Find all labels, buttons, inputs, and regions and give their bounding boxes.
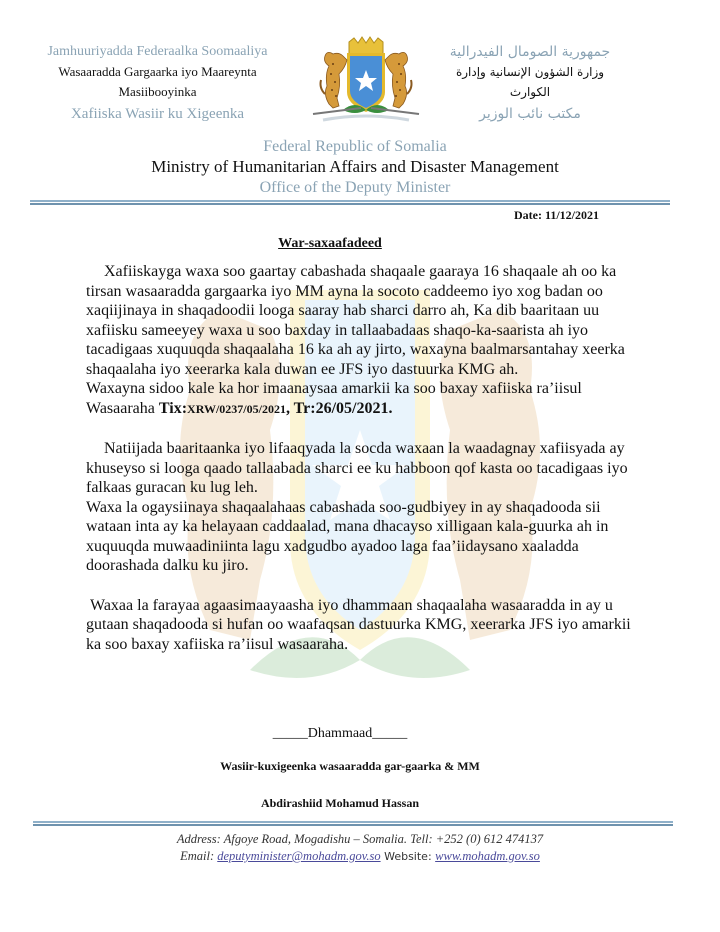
paragraph-findings: Natiijada baaritaanka iyo lifaaqyada la socda waxaan la waadagnay xafiisyada ay khuseyso si looga qaado tallaabada sharci ee ku habboon qof kasta oo tacadigaas iyo falkaas guracan ku lug leh. bbox=[86, 440, 628, 496]
ministry-name-arabic: وزارة الشؤون الإنسانية وإدارة bbox=[455, 65, 605, 79]
website-link[interactable]: www.mohadm.gov.so bbox=[435, 849, 540, 863]
ministry-name-somali: Wasaaradda Gargaarka iyo Maareynta bbox=[58, 64, 257, 79]
email-link[interactable]: deputyminister@mohadm.gov.so bbox=[217, 849, 381, 863]
signatory-title: Wasiir-kuxigeenka wasaaradda gar-gaarka & MM bbox=[220, 759, 480, 773]
document-title: War-saxaafadeed bbox=[278, 236, 382, 251]
document-body bbox=[86, 262, 646, 654]
footer-contact bbox=[0, 831, 720, 865]
footer-address: Address: Afgoye Road, Mogadishu – Somalia. Tell: +252 (0) 612 474137 bbox=[176, 832, 544, 846]
republic-name-somali: Jamhuuriyadda Federaalka Soomaaliya bbox=[47, 44, 268, 59]
coat-of-arms-icon bbox=[303, 34, 429, 130]
office-name-somali: Xafiiska Wasiir ku Xigeenka bbox=[70, 106, 245, 122]
header-somali-block bbox=[40, 42, 275, 124]
reference-label: Tix: bbox=[158, 399, 188, 417]
paragraph-reference bbox=[86, 379, 646, 419]
office-name-english: Office of the Deputy Minister bbox=[259, 179, 451, 196]
document-date: Date: 11/12/2021 bbox=[514, 208, 599, 222]
republic-name-arabic: جمهورية الصومال الفيدرالية bbox=[449, 44, 611, 60]
ministry-name-arabic-cont: الكوارث bbox=[509, 85, 551, 99]
closing-mark: _____Dhammaad_____ bbox=[272, 726, 408, 741]
ministry-name-somali-cont: Masiibooyinka bbox=[118, 84, 197, 99]
header-divider bbox=[30, 200, 670, 206]
paragraph-directive: Waxaa la farayaa agaasimaayaasha iyo dhammaan shaqaalaha wasaaradda in ay u gutaan shaqadooda si hufan oo waafaqsan dastuurka KMG, xeerarka JFS iyo amarkii ka soo baxay xafiiska ra’iisul wasaaraha. bbox=[86, 596, 631, 653]
ministry-name-english: Ministry of Humanitarian Affairs and Disaster Management bbox=[151, 157, 559, 176]
footer-links bbox=[0, 848, 720, 865]
signatory-name: Abdirashiid Mohamud Hassan bbox=[260, 796, 420, 810]
republic-name-english: Federal Republic of Somalia bbox=[263, 138, 447, 155]
reference-number: XRW/0237/05/2021 bbox=[187, 401, 286, 416]
paragraph-notice: Waxa la ogaysiinaya shaqaalahaas cabashada soo-gudbiyey in ay shaqadooda sii wataan inta ay ka helayaan caddaalad, mana dhacayso xilligaan kala-guurka ah in xuquuqda muwaadiniinta lagu xadgudbo ayadoo laga faa’iidaysano xaaladda doorashada dalku ku jiro. bbox=[86, 498, 609, 574]
paragraph-complaint: Xafiiskayga waxa soo gaartay cabashada shaqaale gaaraya 16 shaqaale ah oo ka tirsan wasaaradda gargaarka iyo MM ayna la socoto caddeemo iyo xog badan oo xaqiijinaya in shaqadoodii looga saaray hab sharci darro ah, Ka dib baaritaan uu xafiisku sameeyey waxa u soo baxday in tallaabadaas shaqo-ka-saarista ah iyo tacadigaas xuquuqda shaqaalaha 16 ka ah ay jirto, waxayna baalmarsantahay xeerka shaqaalaha iyo xeerarka kala duwan ee JFS iyo dastuurka KMG ah. bbox=[86, 263, 625, 378]
website-label: Website: bbox=[380, 850, 436, 863]
reference-date: , Tr:26/05/2021. bbox=[285, 399, 393, 417]
office-name-arabic: مكتب نائب الوزير bbox=[479, 106, 581, 122]
paragraph-reference-text: Waxayna sidoo kale ka hor imaanaysaa amarkii ka soo baxay xafiiska ra’iisul Wasaaraha bbox=[86, 380, 582, 417]
header-arabic-block bbox=[440, 42, 620, 124]
letterhead-english bbox=[0, 137, 720, 198]
email-label: Email: bbox=[180, 849, 218, 863]
footer-divider bbox=[33, 821, 673, 827]
